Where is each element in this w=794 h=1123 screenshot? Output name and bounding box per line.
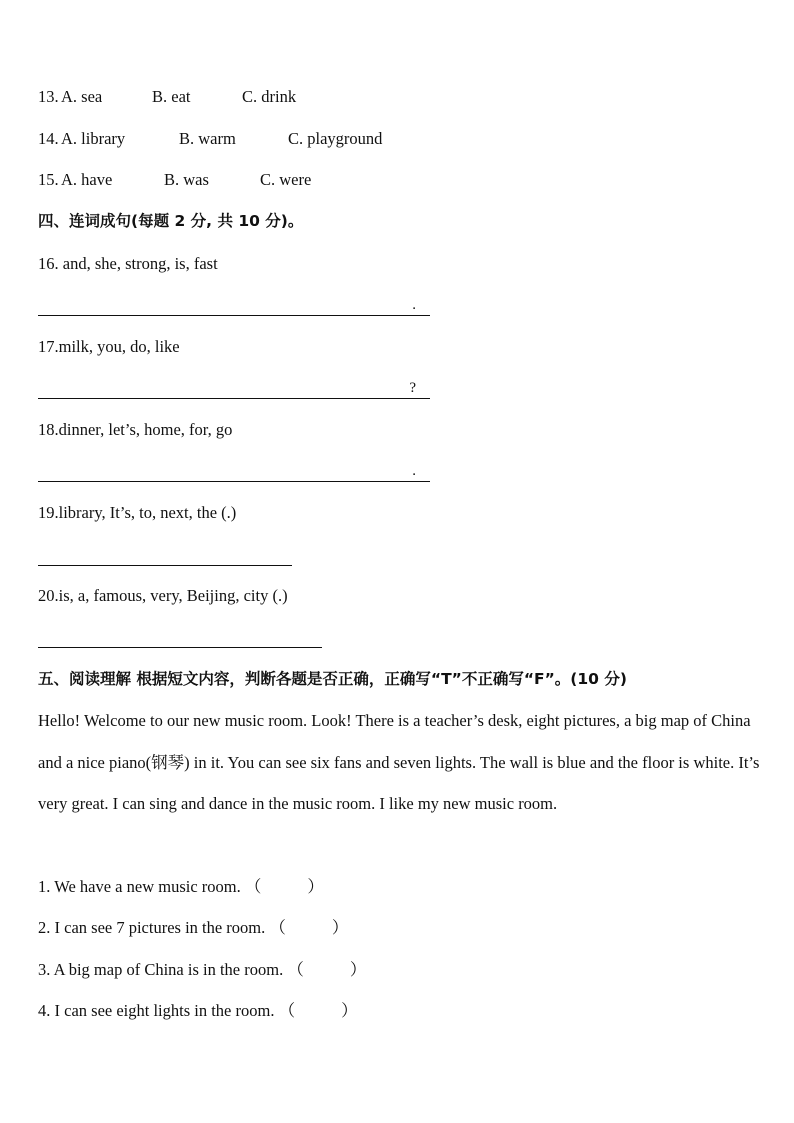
question-20-prompt: 20.is, a, famous, very, Beijing, city (.) [38, 586, 288, 605]
answer-close-paren: ） [307, 877, 324, 896]
choice-c: C. were [260, 170, 312, 189]
choice-b: B. was [164, 170, 209, 189]
choice-c: C. playground [288, 129, 383, 148]
tf-question-text: 4. I can see eight lights in the room. [38, 1001, 275, 1020]
answer-open-paren: （ [287, 960, 304, 979]
question-19-answer-line[interactable] [38, 545, 292, 566]
question-16-prompt: 16. and, she, strong, is, fast [38, 254, 218, 273]
choice-number: 14. [38, 129, 59, 148]
reading-passage: Hello! Welcome to our new music room. Look! There is a teacher’s desk, eight pictures, a big map of China and a nice piano(钢琴) in it. You can see six fans and seven lights. The wall is blue and the floor is white. It’s very great. I can sing and dance in the music room. I like my new music room. [38, 711, 760, 813]
choice-a: A. sea [61, 87, 103, 106]
question-18-answer-line[interactable] [38, 461, 430, 482]
question-17-answer-line[interactable] [38, 378, 430, 399]
choice-number: 15. [38, 170, 59, 189]
tf-question-2 [38, 918, 348, 938]
tf-question-4 [38, 1001, 358, 1021]
answer-open-paren: （ [269, 918, 286, 937]
answer-open-paren: （ [244, 877, 262, 896]
question-17-end-mark: ? [409, 380, 416, 396]
question-18-end-mark: . [412, 463, 416, 479]
answer-open-paren: （ [278, 1001, 296, 1020]
choice-b: B. warm [179, 129, 236, 148]
section4-heading: 四、连词成句(每题 2 分, 共 10 分)。 [38, 212, 304, 230]
question-16-end-mark: . [412, 297, 416, 313]
tf-question-text: 3. A big map of China is in the room. [38, 960, 284, 979]
question-19-prompt: 19.library, It’s, to, next, the (.) [38, 503, 237, 522]
question-16-answer-line[interactable] [38, 295, 430, 316]
tf-question-text: 1. We have a new music room. [38, 877, 241, 896]
choice-number: 13. [38, 87, 59, 106]
question-17-prompt: 17.milk, you, do, like [38, 337, 180, 356]
section5-heading: 五、阅读理解 根据短文内容，判断各题是否正确，正确写“T”不正确写“F”。(10 分) [38, 670, 627, 688]
answer-close-paren: ） [349, 960, 367, 979]
tf-question-1 [38, 877, 324, 897]
question-20-answer-line[interactable] [38, 627, 322, 648]
tf-question-text: 2. I can see 7 pictures in the room. [38, 918, 266, 937]
tf-question-3 [38, 960, 366, 980]
choice-c: C. drink [242, 87, 297, 106]
choice-a: A. have [61, 170, 113, 189]
choice-a: A. library [61, 129, 126, 148]
answer-close-paren: ） [331, 918, 349, 937]
choice-b: B. eat [152, 87, 191, 106]
question-18-prompt: 18.dinner, let’s, home, for, go [38, 420, 233, 439]
answer-close-paren: ） [341, 1001, 358, 1020]
